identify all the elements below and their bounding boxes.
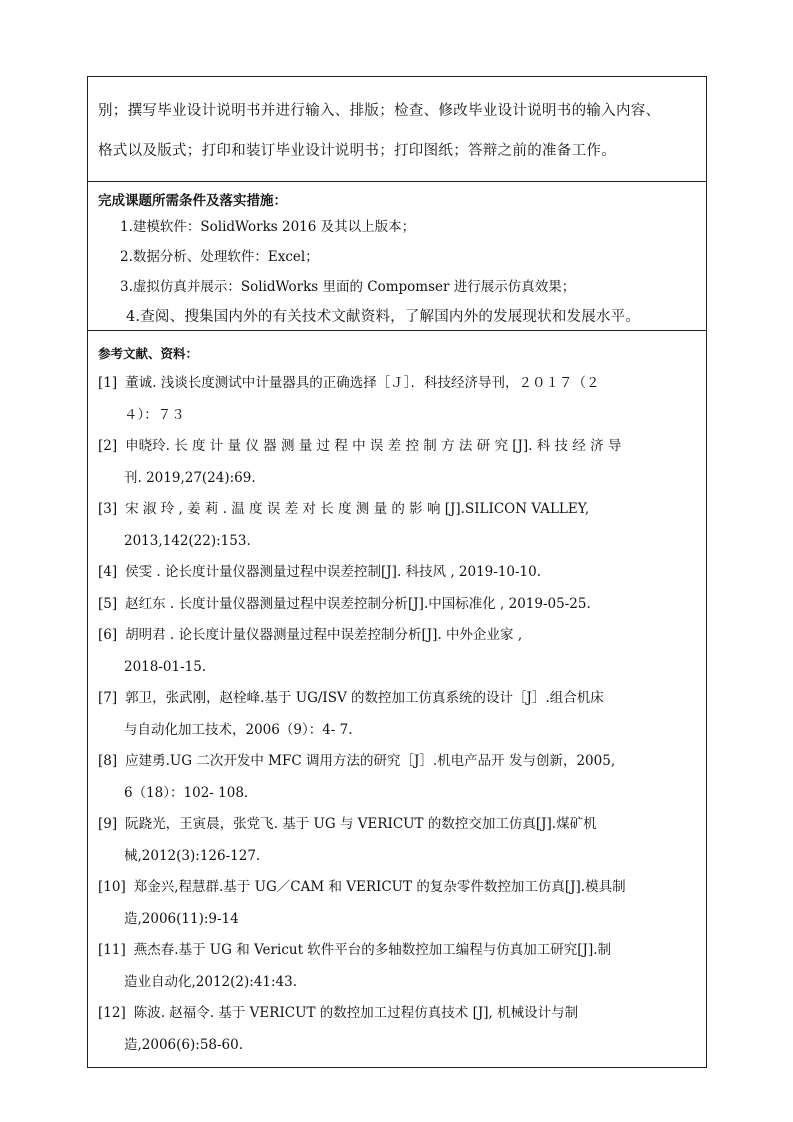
reference-text: 郭卫，张武刚，赵栓峰.基于 UG/ISV 的数控加工仿真系统的设计［J］.组合机床	[125, 690, 604, 706]
reference-item	[98, 368, 698, 431]
reference-number: [6]	[98, 627, 118, 643]
reference-text: 陈波. 赵福令. 基于 VERICUT 的数控加工过程仿真技术 [J], 机械设计与制	[133, 1005, 579, 1021]
reference-number: [12]	[98, 1005, 126, 1021]
reference-first-line	[98, 746, 698, 778]
references-title: 参考文献、资料：	[98, 346, 199, 361]
reference-continuation: 与自动化加工技术，2006（9）：4- 7.	[124, 721, 353, 738]
reference-item	[98, 431, 698, 494]
reference-item	[98, 620, 698, 683]
reference-number: [9]	[98, 816, 118, 832]
conditions-title: 完成课题所需条件及落实措施：	[98, 193, 287, 209]
reference-text: 赵红东 . 长度计量仪器测量过程中误差控制分析[J].中国标准化 , 2019-05-25.	[125, 595, 591, 612]
reference-number: [10]	[98, 879, 126, 895]
continued-text-section	[88, 77, 706, 181]
reference-first-line	[98, 431, 698, 463]
reference-first-line	[98, 368, 698, 400]
references-section	[88, 330, 706, 1067]
reference-item	[98, 683, 698, 746]
reference-continuation: ４）：７３	[124, 406, 185, 423]
reference-number: [7]	[98, 690, 118, 706]
reference-continuation: 造,2006(6):58-60.	[124, 1036, 244, 1053]
reference-number: [3]	[98, 501, 118, 517]
reference-continuation: 2018-01-15.	[124, 658, 207, 675]
reference-continuation: 械,2012(3):126-127.	[124, 847, 261, 864]
reference-item	[98, 746, 698, 809]
condition-item: 4.查阅、搜集国内外的有关技术文献资料，了解国内外的发展现状和发展水平。	[126, 309, 641, 325]
condition-item: 2.数据分析、处理软件：Excel；	[120, 249, 319, 265]
reference-continuation: 造,2006(11):9-14	[124, 910, 239, 927]
document-table	[87, 76, 707, 1068]
reference-text: 应建勇.UG 二次开发中 MFC 调用方法的研究［J］.机电产品开 发与创新，2005,	[125, 753, 616, 769]
reference-text: 郑金兴,程慧群.基于 UG／CAM 和 VERICUT 的复杂零件数控加工仿真[J].模具制	[133, 879, 626, 895]
continued-text-line: 格式以及版式；打印和装订毕业设计说明书；打印图纸；答辩之前的准备工作。	[98, 143, 616, 159]
reference-item	[98, 557, 698, 589]
reference-text: 阮跷光，王寅晨，张党飞. 基于 UG 与 VERICUT 的数控交加工仿真[J].煤矿机	[125, 816, 597, 832]
reference-number: [11]	[98, 942, 126, 958]
reference-text: 申晓玲. 长 度 计 量 仪 器 测 量 过 程 中 误 差 控 制 方 法 研 究 [J]. 科 技 经 济 导	[125, 438, 622, 454]
reference-first-line	[98, 872, 698, 904]
reference-first-line	[98, 494, 698, 526]
condition-item: 1.建模软件：SolidWorks 2016 及其以上版本；	[120, 219, 416, 235]
condition-item: 3.虚拟仿真并展示：SolidWorks 里面的 Compomser 进行展示仿真效果；	[120, 279, 576, 295]
reference-item	[98, 494, 698, 557]
reference-first-line	[98, 683, 698, 715]
reference-item	[98, 872, 698, 935]
reference-item	[98, 998, 698, 1061]
reference-first-line	[98, 557, 698, 589]
reference-number: [4]	[98, 564, 118, 580]
reference-continuation: 刊. 2019,27(24):69.	[124, 469, 256, 486]
reference-text: 宋 淑 玲 , 姜 莉 . 温 度 误 差 对 长 度 测 量 的 影 响 [J].SILICON VALLEY,	[125, 501, 590, 517]
reference-item	[98, 935, 698, 998]
reference-item	[98, 809, 698, 872]
reference-number: [5]	[98, 595, 118, 612]
reference-first-line	[98, 998, 698, 1030]
reference-text: 董诚. 浅谈长度测试中计量器具的正确选择［Ｊ］．科技经济导刊，２０１７（２	[125, 375, 600, 391]
reference-number: [2]	[98, 438, 118, 454]
reference-continuation: 2013,142(22):153.	[124, 532, 251, 549]
reference-text: 燕杰春.基于 UG 和 Vericut 软件平台的多轴数控加工编程与仿真加工研究[J].制	[133, 942, 612, 958]
reference-continuation: 6（18）：102- 108.	[124, 784, 249, 801]
reference-item	[98, 589, 698, 621]
continued-text-line: 别；撰写毕业设计说明书并进行输入、排版；检查、修改毕业设计说明书的输入内容、	[98, 103, 661, 119]
reference-first-line	[98, 935, 698, 967]
reference-first-line	[98, 589, 698, 621]
reference-number: [8]	[98, 753, 118, 769]
reference-text: 侯雯 . 论长度计量仪器测量过程中误差控制[J]. 科技风 , 2019-10-10.	[125, 564, 542, 580]
reference-continuation: 造业自动化,2012(2):41:43.	[124, 973, 298, 990]
reference-first-line	[98, 620, 698, 652]
conditions-section	[88, 181, 706, 330]
reference-text: 胡明君 . 论长度计量仪器测量过程中误差控制分析[J]. 中外企业家 ,	[125, 627, 523, 643]
reference-first-line	[98, 809, 698, 841]
references-list	[98, 368, 698, 1061]
reference-number: [1]	[98, 375, 118, 391]
